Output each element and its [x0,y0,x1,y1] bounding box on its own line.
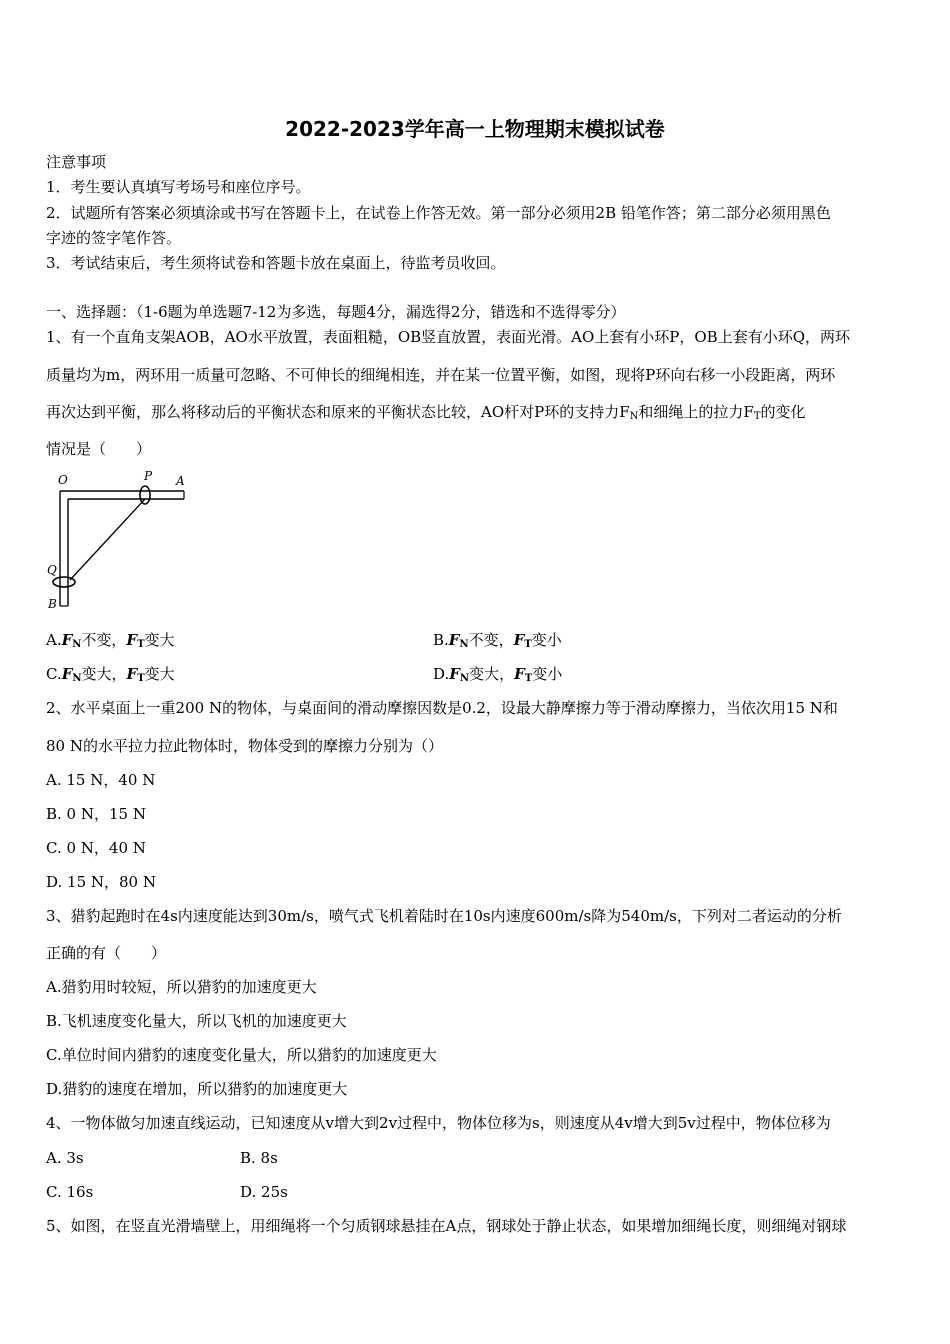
q3-option-a[interactable]: A.猎豹用时较短，所以猎豹的加速度更大 [46,978,317,996]
q1-line: 质量均为m，两环用一质量可忽略、不可伸长的细绳相连，并在某一位置平衡，如图，现将P环向右移一小段距离，两环 [46,366,836,384]
q1-option-a[interactable]: $A.F_N$不变，$F_T$变大 [46,631,175,650]
q3-option-c[interactable]: C.单位时间内猎豹的速度变化量大，所以猎豹的加速度更大 [46,1046,437,1064]
q2-option-c[interactable]: C. 0 N，40 N [46,839,146,857]
q1-line: 1、有一个直角支架AOB，AO水平放置，表面粗糙，OB竖直放置，表面光滑。AO上套有小环P，OB上套有小环Q，两环 [46,328,850,346]
q5-line: 5、如图，在竖直光滑墙壁上，用细绳将一个匀质钢球悬挂在A点，钢球处于静止状态，如果增加细绳长度，则细绳对钢球 [46,1217,847,1235]
q4-line: 4、一物体做匀加速直线运动，已知速度从v增大到2v过程中，物体位移为s，则速度从4v增大到5v过程中，物体位移为 [46,1114,831,1132]
q4-option-a[interactable]: A. 3s [46,1149,84,1167]
label-o: O [58,473,68,487]
notice-item: 1．考生要认真填写考场号和座位序号。 [46,178,311,196]
q3-option-b[interactable]: B.飞机速度变化量大，所以飞机的加速度更大 [46,1012,347,1030]
q3-line: 正确的有（ ） [46,944,167,962]
q1-option-c[interactable]: $C.F_N$变大，$F_T$变大 [46,665,175,684]
label-p: P [144,469,153,483]
page-title: 2022-2023学年高一上物理期末模拟试卷 [285,117,665,141]
q3-line: 3、猎豹起跑时在4s内速度能达到30m/s，喷气式飞机着陆时在10s内速度600m/s降为540m/s，下列对二者运动的分析 [46,907,842,925]
q2-line: 2、水平桌面上一重200 N的物体，与桌面间的滑动摩擦因数是0.2，设最大静摩擦力等于滑动摩擦力，当依次用15 N和 [46,699,838,717]
q2-option-a[interactable]: A. 15 N，40 N [46,771,156,789]
q1-option-b[interactable]: $B.F_N$不变，$F_T$变小 [433,631,562,650]
notice-item: 3．考试结束后，考生须将试卷和答题卡放在桌面上，待监考员收回。 [46,254,506,272]
notice-heading: 注意事项 [46,153,107,171]
notice-item: 2．试题所有答案必须填涂或书写在答题卡上，在试卷上作答无效。第一部分必须用2B 铅笔作答；第二部分必须用黑色 [46,204,831,222]
notice-item: 字迹的签字笔作答。 [46,229,182,247]
q1-option-d[interactable]: $D.F_N$变大，$F_T$变小 [433,665,563,684]
label-a: A [176,474,185,488]
q4-option-d[interactable]: D. 25s [240,1183,288,1201]
label-q: Q [47,563,57,577]
q4-option-c[interactable]: C. 16s [46,1183,94,1201]
q1-line: 再次达到平衡，那么将移动后的平衡状态和原来的平衡状态比较，AO杆对P环的支持力$F_N$和细绳上的拉力$F_T$的变化 [46,403,806,422]
q1-figure [44,466,194,612]
q1-line: 情况是（ ） [46,440,152,458]
q4-option-b[interactable]: B. 8s [240,1149,278,1167]
q2-line: 80 N的水平拉力拉此物体时，物体受到的摩擦力分别为（） [46,737,443,755]
q2-option-b[interactable]: B. 0 N，15 N [46,805,146,823]
q3-option-d[interactable]: D.猎豹的速度在增加，所以猎豹的加速度更大 [46,1080,348,1098]
q2-option-d[interactable]: D. 15 N，80 N [46,873,156,891]
section-heading: 一、选择题：（1-6题为单选题7-12为多选，每题4分，漏选得2分，错选和不选得零分） [46,303,626,321]
label-b: B [48,597,57,611]
